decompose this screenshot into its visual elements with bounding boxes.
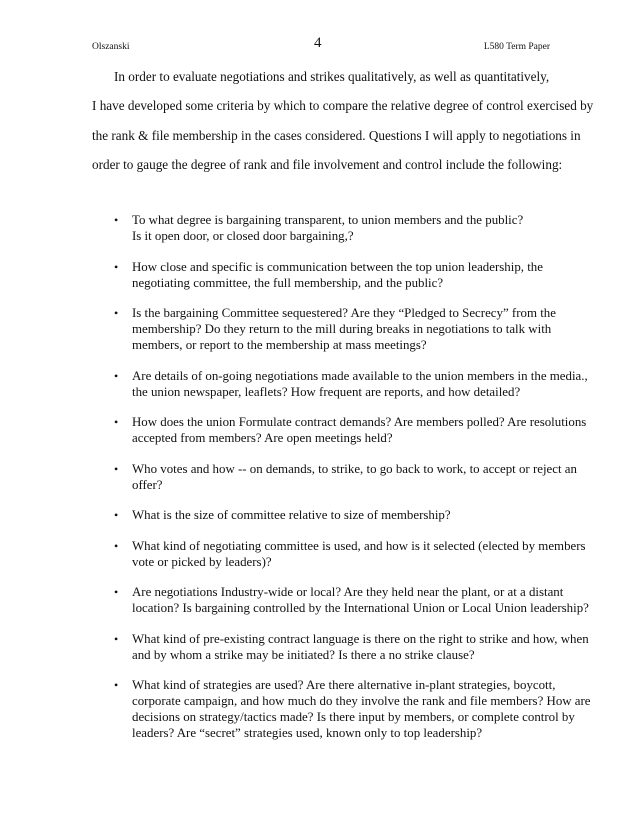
bullet-icon: • [114, 585, 119, 599]
bullet-icon: • [114, 508, 119, 522]
list-item-line: What kind of pre-existing contract language is there on the right to strike and how, when [132, 631, 589, 646]
bullet-icon: • [114, 368, 119, 383]
list-item-line: decisions on strategy/tactics made? Is there input by members, or complete control by [132, 710, 575, 724]
list-item-line: vote or picked by leaders)? [132, 554, 272, 569]
list-item-line: accepted from members? Are open meetings held? [132, 431, 393, 445]
list-item-line: negotiating committee, the full membership, and the public? [132, 275, 444, 290]
list-item-line: Are negotiations Industry-wide or local? Are they held near the plant, or at a distant [132, 585, 564, 599]
list-item [114, 305, 594, 353]
list-item [114, 259, 594, 291]
list-item-line: members, or report to the membership at mass meetings? [132, 338, 427, 352]
bullet-icon: • [114, 461, 119, 476]
list-item-line: To what degree is bargaining transparent, to union members and the public? [132, 213, 524, 227]
intro-paragraph [92, 62, 594, 180]
list-item [114, 368, 594, 400]
list-item-line: Is the bargaining Committee sequestered? Are they “Pledged to Secrecy” from the [132, 306, 556, 320]
list-item-line: How does the union Formulate contract demands? Are members polled? Are resolutions [132, 415, 587, 429]
intro-line: the rank & file membership in the cases considered. Questions I will apply to negotiations in [92, 127, 581, 143]
bullet-icon: • [114, 415, 119, 429]
list-item [114, 414, 594, 446]
list-item-line: What kind of strategies are used? Are there alternative in-plant strategies, boycott, [132, 678, 556, 692]
criteria-list [114, 212, 594, 756]
list-item-line: Are details of on-going negotiations made available to the union members in the media., [132, 368, 588, 383]
list-item-line: membership? Do they return to the mill during breaks in negotiations to talk with [132, 322, 552, 336]
list-item-line: offer? [132, 477, 163, 492]
bullet-icon: • [114, 538, 119, 553]
bullet-icon: • [114, 306, 119, 320]
bullet-icon: • [114, 213, 119, 227]
list-item-line: the union newspaper, leaflets? How frequent are reports, and how detailed? [132, 384, 521, 399]
bullet-icon: • [114, 678, 119, 692]
list-item-line: leaders? Are “secret” strategies used, known only to top leadership? [132, 726, 483, 740]
list-item-line: What kind of negotiating committee is used, and how is it selected (elected by members [132, 538, 586, 553]
list-item-line: What is the size of committee relative to size of membership? [132, 508, 451, 522]
list-item [114, 461, 594, 493]
list-item-line: Who votes and how -- on demands, to strike, to go back to work, to accept or reject an [132, 461, 577, 476]
page-number: 4 [314, 35, 322, 51]
intro-line: order to gauge the degree of rank and file involvement and control include the following: [92, 157, 563, 173]
intro-line: I have developed some criteria by which to compare the relative degree of control exercised by [92, 98, 594, 114]
list-item [114, 538, 594, 570]
list-item [114, 631, 594, 663]
list-item [114, 212, 594, 244]
bullet-icon: • [114, 259, 119, 274]
list-item-line: Is it open door, or closed door bargaining,? [132, 229, 354, 243]
intro-line: In order to evaluate negotiations and strikes qualitatively, as well as quantitatively, [114, 69, 550, 84]
list-item-line: corporate campaign, and how much do they involve the rank and file members? How are [132, 694, 591, 708]
header-course: L580 Term Paper [483, 42, 550, 52]
header-author: Olszanski [92, 42, 130, 52]
list-item-line: location? Is bargaining controlled by the International Union or Local Union leadership? [132, 601, 589, 615]
list-item [114, 677, 594, 741]
list-item-line: How close and specific is communication between the top union leadership, the [132, 259, 543, 274]
bullet-icon: • [114, 631, 119, 646]
list-item [114, 584, 594, 616]
list-item-line: and by whom a strike may be initiated? Is there a no strike clause? [132, 647, 475, 662]
list-item [114, 507, 594, 523]
